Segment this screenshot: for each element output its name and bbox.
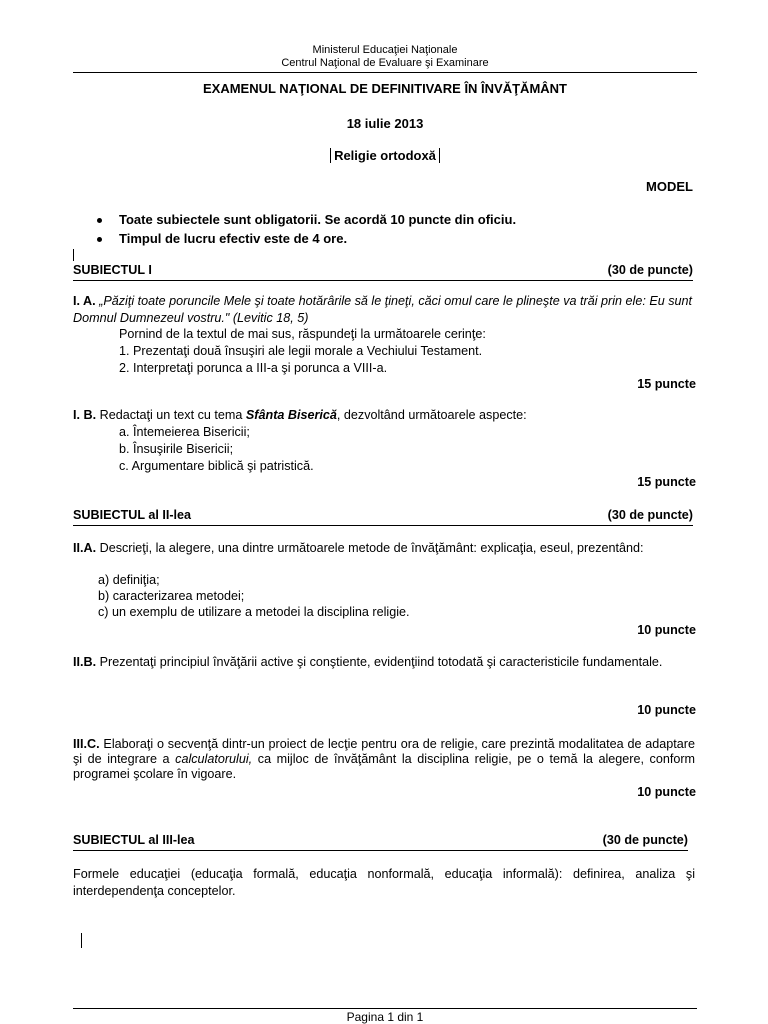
exam-title: EXAMENUL NAŢIONAL DE DEFINITIVARE ÎN ÎNVĂŢĂMÂNT xyxy=(202,81,567,96)
section-2-points: (30 de puncte) xyxy=(607,508,693,522)
question-1b-text-after: , dezvoltând următoarele aspecte: xyxy=(336,408,527,422)
header-divider xyxy=(73,72,697,73)
section-3-header xyxy=(73,833,688,851)
question-1b-item-c: c. Argumentare biblică şi patristică. xyxy=(119,459,314,473)
question-1a xyxy=(73,293,695,327)
instruction-2: Timpul de lucru efectiv este de 4 ore. xyxy=(119,231,679,246)
question-2b-label: II.B. xyxy=(73,655,97,669)
question-1b xyxy=(73,408,527,422)
question-2a-text: Descrieţi, la alegere, una dintre următoarele metode de învăţământ: explicaţia, eseul, prezentând: xyxy=(99,541,644,555)
question-1a-points: 15 puncte xyxy=(637,377,696,391)
center-header: Centrul Naţional de Evaluare şi Examinare xyxy=(281,57,489,69)
question-1b-item-a: a. Întemeierea Bisericii; xyxy=(119,425,250,439)
question-2c-text-after: ca mijloc de învăţământ la disciplina religie, pe o temă la alegere, conform programei şcolare în vigoare. xyxy=(73,752,696,781)
question-2b xyxy=(73,655,695,670)
model-label: MODEL xyxy=(646,179,693,194)
section-3-title: SUBIECTUL al III-lea xyxy=(73,833,195,847)
section-1-header xyxy=(73,263,693,281)
section-1-title: SUBIECTUL I xyxy=(73,263,152,277)
question-2a-item-a: a) definiţia; xyxy=(98,573,160,587)
question-1b-theme: Sfânta Biserică xyxy=(245,408,337,422)
page-number: Pagina 1 din 1 xyxy=(346,1010,424,1024)
section-2-title: SUBIECTUL al II-lea xyxy=(73,508,192,522)
question-1a-item-2: 2. Interpretaţi porunca a III-a şi porunca a VIII-a. xyxy=(119,361,388,375)
footer-divider xyxy=(73,1008,697,1009)
question-2a-points: 10 puncte xyxy=(637,623,696,637)
question-2c xyxy=(73,737,695,782)
question-2c-label: III.C. xyxy=(73,737,100,751)
question-2c-points: 10 puncte xyxy=(637,785,696,799)
section-3-points: (30 de puncte) xyxy=(602,833,688,847)
question-1a-item-1: 1. Prezentaţi două însuşiri ale legii morale a Vechiului Testament. xyxy=(119,344,483,358)
section-2-header xyxy=(73,508,693,526)
question-2a-item-c: c) un exemplu de utilizare a metodei la disciplina religie. xyxy=(98,605,410,619)
question-1a-label: I. A. xyxy=(73,294,96,308)
question-1b-points: 15 puncte xyxy=(637,475,696,489)
question-1a-intro: Pornind de la textul de mai sus, răspundeţi la următoarele cerinţe: xyxy=(119,327,486,341)
instruction-1: Toate subiectele sunt obligatorii. Se acordă 10 puncte din oficiu. xyxy=(119,212,679,227)
question-2c-text: Elaboraţi o secvenţă dintr-un proiect de lecţie pentru ora de religie, care prezintă modalitatea de adaptare şi de integrare a xyxy=(73,737,695,766)
question-2a-label: II.A. xyxy=(73,541,97,555)
exam-subject-text: Religie ortodoxă xyxy=(330,148,440,163)
ministry-header: Ministerul Educaţiei Naţionale xyxy=(312,44,458,56)
text-cursor-2 xyxy=(81,933,82,948)
question-2a-item-b: b) caracterizarea metodei; xyxy=(98,589,245,603)
question-2b-text: Prezentaţi principiul învăţării active şi conştiente, evidenţiind totodată şi caracteristicile fundamentale. xyxy=(99,655,663,669)
question-3: Formele educaţiei (educaţia formală, educaţia nonformală, educaţia informală): definirea, analiza şi interdependenţa conceptelor. xyxy=(73,867,695,898)
text-cursor xyxy=(73,249,74,261)
question-1b-text: Redactaţi un text cu tema xyxy=(99,408,243,422)
question-2c-calc: calculatorului, xyxy=(175,752,253,766)
question-1b-item-b: b. Însuşirile Bisericii; xyxy=(119,442,234,456)
question-1b-label: I. B. xyxy=(73,408,97,422)
question-2b-points: 10 puncte xyxy=(637,703,696,717)
exam-subject xyxy=(73,148,697,163)
question-2a xyxy=(73,541,695,556)
section-1-points: (30 de puncte) xyxy=(607,263,693,277)
exam-date: 18 iulie 2013 xyxy=(346,116,424,131)
question-1a-quote: „Păziţi toate poruncile Mele şi toate hotărârile să le ţineţi, căci omul care le plineşte va trăi prin ele: Eu sunt Domnul Dumnezeul vostru." (Levitic 18, 5) xyxy=(73,294,693,325)
